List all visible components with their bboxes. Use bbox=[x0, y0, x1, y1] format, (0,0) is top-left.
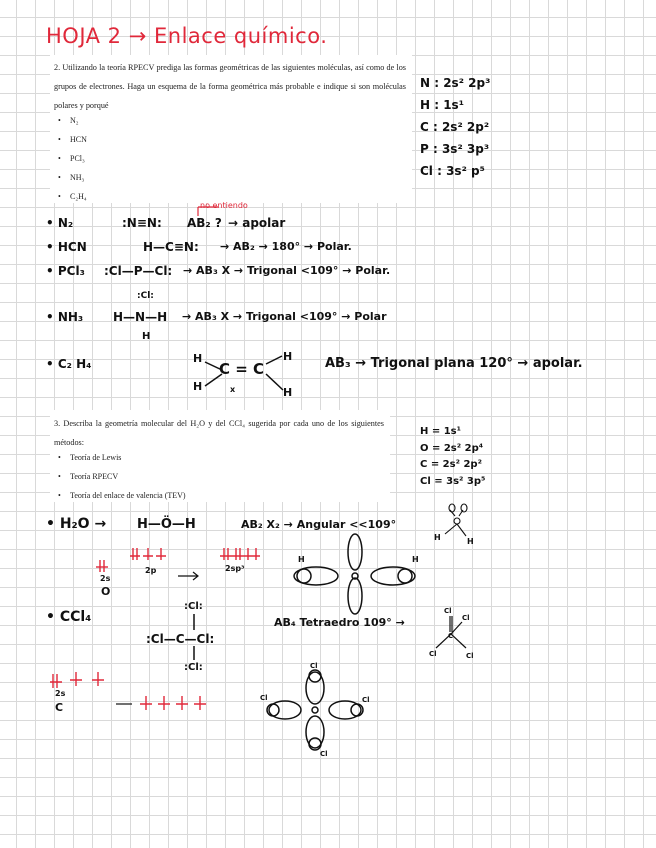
nh3-bottom-h: H bbox=[142, 331, 151, 342]
ccl4-orbital-drawing bbox=[267, 670, 363, 750]
c2h4-skeleton bbox=[205, 356, 283, 390]
pcl3-label: • PCl₃ bbox=[46, 264, 85, 278]
config-line: N : 2s² 2p³ bbox=[420, 76, 491, 90]
h-atom: H bbox=[412, 555, 419, 564]
svg-text:Cl: Cl bbox=[429, 650, 437, 658]
h2o-result: AB₂ X₂ → Angular <<109° bbox=[241, 518, 397, 531]
config-line: Cl = 3s² 3p⁵ bbox=[420, 475, 486, 487]
hcn-label: • HCN bbox=[46, 240, 87, 254]
h-atom: H bbox=[283, 386, 293, 399]
c2h4-label: • C₂ H₄ bbox=[46, 357, 92, 371]
list-item: • N₂ bbox=[70, 111, 87, 130]
svg-text:Cl: Cl bbox=[462, 614, 470, 622]
h-atom: H bbox=[434, 533, 441, 542]
ccl4-label: • CCl₄ bbox=[46, 609, 92, 625]
h-atom: H bbox=[193, 352, 203, 365]
n2-note-bracket bbox=[198, 207, 218, 216]
c-symbol: C bbox=[55, 701, 64, 714]
h-atom: H bbox=[283, 350, 293, 363]
svg-text:Cl: Cl bbox=[310, 662, 318, 670]
svg-text:Cl: Cl bbox=[260, 694, 268, 702]
config-line: H = 1s¹ bbox=[420, 426, 462, 437]
o-orbital-arrows bbox=[96, 548, 260, 572]
svg-text:Cl: Cl bbox=[362, 696, 370, 704]
hcn-lewis: H—C≡N: bbox=[143, 240, 199, 254]
question-2-text: 2. Utilizando la teoría RPECV prediga las formas geométricas de las siguientes moléculas, así como de los grupos de electrones. Haga un esquema de la forma geométrica más probable e indique si son moléculas polares y porqué bbox=[54, 63, 406, 110]
o-sp3-label: 2sp³ bbox=[225, 564, 245, 573]
list-item: • Teoría del enlace de valencia (TEV) bbox=[70, 486, 186, 505]
h-atom: H bbox=[298, 555, 305, 564]
svg-text:x: x bbox=[230, 385, 236, 394]
c-2s-label: 2s bbox=[55, 689, 66, 698]
h2o-label: • H₂O → bbox=[46, 516, 107, 532]
svg-text:Cl: Cl bbox=[444, 607, 452, 615]
list-item: • NH₃ bbox=[70, 168, 87, 187]
config-line: C : 2s² 2p² bbox=[420, 120, 490, 134]
n2-ab: AB₂ ? bbox=[187, 216, 222, 230]
svg-text:C: C bbox=[448, 632, 454, 640]
nh3-label: • NH₃ bbox=[46, 310, 84, 324]
ccl4-orbital-labels bbox=[260, 662, 370, 758]
config-line: O = 2s² 2p⁴ bbox=[420, 442, 484, 454]
h2o-3d-sketch bbox=[445, 504, 467, 536]
n2-result: → apolar bbox=[228, 216, 286, 230]
question-3-text: 3. Describa la geometría molecular del H₂O y del CCl₄ sugerida por cada uno de los siguientes métodos: bbox=[54, 419, 384, 447]
config-line: C = 2s² 2p² bbox=[420, 459, 482, 470]
o-symbol: O bbox=[101, 585, 111, 598]
h-atom: H bbox=[467, 537, 474, 546]
page-title: HOJA 2 → Enlace químico. bbox=[46, 24, 328, 48]
list-item: • Teoría de Lewis bbox=[70, 448, 186, 467]
c2h4-lewis: C = C bbox=[219, 360, 265, 378]
config-line: H : 1s¹ bbox=[420, 98, 464, 112]
c2h4-h-atoms bbox=[193, 350, 292, 399]
pcl3-result: → AB₃ X → Trigonal <109° → Polar. bbox=[183, 264, 391, 277]
red-marks bbox=[198, 207, 218, 216]
ccl4-lewis: :Cl—C—Cl: bbox=[146, 632, 215, 646]
ccl4-3d-labels bbox=[429, 607, 474, 660]
c2h4-result: AB₃ → Trigonal plana 120° → apolar. bbox=[325, 356, 583, 371]
ccl4-top-cl: :Cl: bbox=[184, 601, 203, 612]
list-item: • HCN bbox=[70, 130, 87, 149]
o-2s-label: 2s bbox=[100, 574, 111, 583]
svg-text:Cl: Cl bbox=[320, 750, 328, 758]
list-item: • C₂H₄ bbox=[70, 187, 87, 206]
ccl4-result: AB₄ Tetraedro 109° → bbox=[274, 616, 405, 629]
n2-note: no entiendo bbox=[200, 201, 248, 210]
svg-text:Cl: Cl bbox=[466, 652, 474, 660]
config-line: P : 3s² 3p³ bbox=[420, 142, 490, 156]
pcl3-lewis: :Cl—P—Cl: bbox=[104, 264, 173, 278]
n2-label: • N₂ bbox=[46, 216, 74, 230]
hcn-result: → AB₂ → 180° → Polar. bbox=[220, 240, 352, 253]
o-2p-label: 2p bbox=[145, 566, 157, 575]
pcl3-bottom-cl: :Cl: bbox=[137, 291, 154, 301]
h-atom: H bbox=[193, 380, 203, 393]
list-item: • Teoría RPECV bbox=[70, 467, 186, 486]
n2-lewis: :N≡N: bbox=[122, 216, 162, 230]
nh3-result: → AB₃ X → Trigonal <109° → Polar bbox=[182, 310, 387, 323]
h2o-orbital-drawing bbox=[294, 534, 415, 614]
h2o-lewis: H—Ö—H bbox=[137, 517, 196, 532]
ccl4-bottom-cl: :Cl: bbox=[184, 662, 203, 673]
nh3-lewis: H—N—H bbox=[113, 310, 168, 324]
config-line: Cl : 3s² p⁵ bbox=[420, 164, 485, 178]
list-item: • PCl₃ bbox=[70, 149, 87, 168]
